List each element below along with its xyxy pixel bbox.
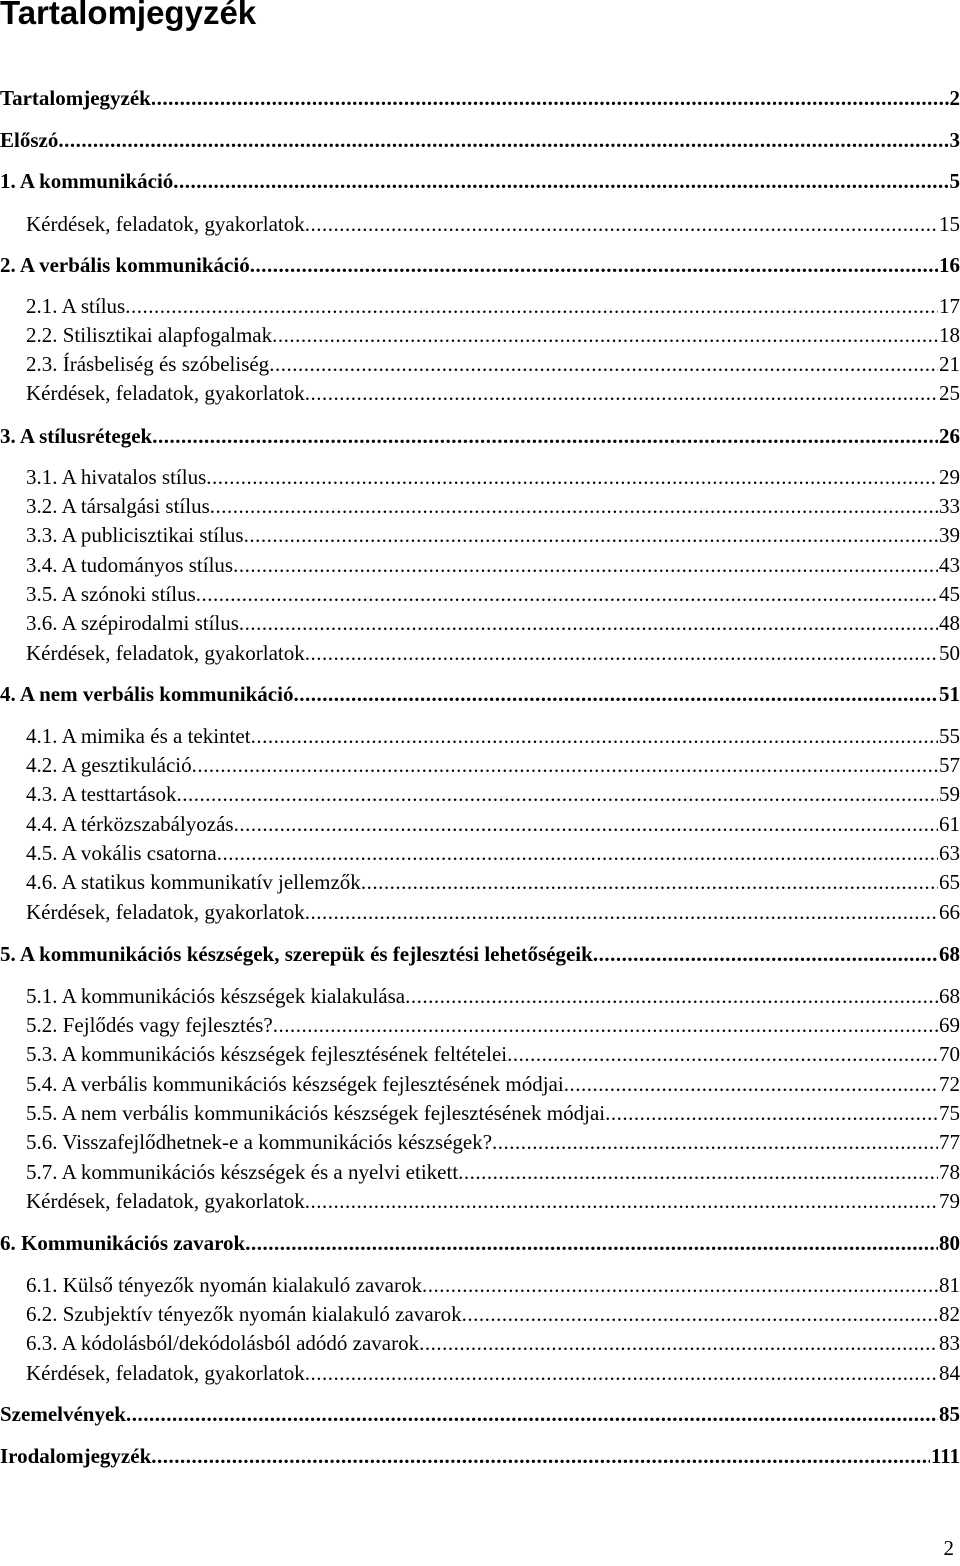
dot-leader xyxy=(250,252,938,278)
toc-entry-page: 84 xyxy=(939,1361,960,1385)
toc-entry-title: Szemelvények xyxy=(0,1402,126,1426)
toc-entry[interactable] xyxy=(26,464,960,490)
toc-entry-title: 5.5. A nem verbális kommunikációs készségek fejlesztésének módjai xyxy=(26,1101,606,1125)
toc-entry-page: 65 xyxy=(939,870,960,894)
toc-entry-page: 16 xyxy=(939,253,960,277)
toc-entry-title: 3.2. A társalgási stílus xyxy=(26,494,210,518)
dot-leader xyxy=(177,781,939,807)
dot-leader xyxy=(405,983,938,1009)
toc-entry-page: 29 xyxy=(939,465,960,489)
toc-entry-page: 50 xyxy=(939,641,960,665)
toc-entry-title: 5.1. A kommunikációs készségek kialakulása xyxy=(26,984,406,1008)
toc-entry-title: 3.6. A szépirodalmi stílus xyxy=(26,611,239,635)
toc-entry[interactable] xyxy=(26,493,960,519)
toc-entry-title: 3.5. A szónoki stílus xyxy=(26,582,196,606)
toc-entry-title: Kérdések, feladatok, gyakorlatok xyxy=(26,212,305,236)
toc-entry[interactable] xyxy=(0,681,960,707)
dot-leader xyxy=(458,1159,938,1185)
toc-entry[interactable] xyxy=(26,983,960,1009)
dot-leader xyxy=(244,522,938,548)
dot-leader xyxy=(305,211,938,237)
dot-leader xyxy=(125,293,938,319)
toc-entry[interactable] xyxy=(26,899,960,925)
toc-entry-page: 69 xyxy=(939,1013,960,1037)
toc-entry-title: Kérdések, feladatok, gyakorlatok xyxy=(26,381,305,405)
toc-entry-title: 6.1. Külső tényezők nyomán kialakuló zavarok xyxy=(26,1273,422,1297)
toc-entry-page: 15 xyxy=(939,212,960,236)
dot-leader xyxy=(151,85,949,111)
dot-leader xyxy=(269,351,938,377)
toc-entry[interactable] xyxy=(0,168,960,194)
toc-entry-title: 5.6. Visszafejlődhetnek-e a kommunikációs készségek? xyxy=(26,1130,493,1154)
toc-entry-page: 68 xyxy=(939,942,960,966)
toc-entry[interactable] xyxy=(0,423,960,449)
dot-leader xyxy=(293,681,938,707)
toc-entry-title: 2. A verbális kommunikáció xyxy=(0,253,250,277)
toc-entry[interactable] xyxy=(26,811,960,837)
dot-leader xyxy=(593,941,938,967)
toc-entry-page: 39 xyxy=(939,523,960,547)
toc-entry-title: 2.3. Írásbeliség és szóbeliség xyxy=(26,352,270,376)
toc-entry[interactable] xyxy=(26,1301,960,1327)
toc-entry-title: Kérdések, feladatok, gyakorlatok xyxy=(26,641,305,665)
toc-entry[interactable] xyxy=(26,322,960,348)
toc-entry-title: 5.4. A verbális kommunikációs készségek fejlesztésének módjai xyxy=(26,1072,564,1096)
toc-entry-title: Tartalomjegyzék xyxy=(0,86,151,110)
toc-entry[interactable] xyxy=(26,1360,960,1386)
dot-leader xyxy=(305,899,938,925)
toc-entry-page: 111 xyxy=(930,1444,960,1468)
dot-leader xyxy=(173,168,948,194)
toc-entry[interactable] xyxy=(26,869,960,895)
toc-entry[interactable] xyxy=(26,840,960,866)
toc-entry-page: 3 xyxy=(949,128,960,152)
toc-entry-page: 43 xyxy=(939,553,960,577)
toc-entry-page: 79 xyxy=(939,1189,960,1213)
toc-entry-title: 1. A kommunikáció xyxy=(0,169,174,193)
toc-entry-page: 33 xyxy=(939,494,960,518)
toc-entry[interactable] xyxy=(26,1012,960,1038)
dot-leader xyxy=(251,723,938,749)
toc-entry-title: 3.3. A publicisztikai stílus xyxy=(26,523,244,547)
toc-entry-page: 78 xyxy=(939,1160,960,1184)
toc-entry[interactable] xyxy=(26,640,960,666)
dot-leader xyxy=(492,1129,938,1155)
toc-entry[interactable] xyxy=(0,1230,960,1256)
dot-leader xyxy=(272,322,938,348)
toc-entry-page: 48 xyxy=(939,611,960,635)
toc-entry-page: 75 xyxy=(939,1101,960,1125)
toc-entry[interactable] xyxy=(26,1100,960,1126)
toc-entry-title: 4.1. A mimika és a tekintet xyxy=(26,724,251,748)
toc-entry[interactable] xyxy=(26,581,960,607)
toc-entry-page: 45 xyxy=(939,582,960,606)
toc-entry-title: Kérdések, feladatok, gyakorlatok xyxy=(26,1361,305,1385)
toc-entry-title: 4.3. A testtartások xyxy=(26,782,177,806)
toc-entry[interactable] xyxy=(26,752,960,778)
dot-leader xyxy=(507,1041,938,1067)
toc-entry-page: 81 xyxy=(939,1273,960,1297)
toc-entry-page: 55 xyxy=(939,724,960,748)
toc-entry[interactable] xyxy=(26,1272,960,1298)
toc-entry-title: 6. Kommunikációs zavarok xyxy=(0,1231,246,1255)
toc-entry[interactable] xyxy=(26,610,960,636)
toc-entry[interactable] xyxy=(26,1188,960,1214)
dot-leader xyxy=(419,1330,938,1356)
toc-entry-page: 21 xyxy=(939,352,960,376)
dot-leader xyxy=(462,1301,938,1327)
toc-entry-title: 6.2. Szubjektív tényezők nyomán kialakuló zavarok xyxy=(26,1302,462,1326)
toc-entry[interactable] xyxy=(0,252,960,278)
dot-leader xyxy=(239,610,938,636)
toc-entry[interactable] xyxy=(26,522,960,548)
page-title: Tartalomjegyzék xyxy=(0,0,257,31)
dot-leader xyxy=(564,1071,938,1097)
dot-leader xyxy=(151,1443,930,1469)
dot-leader xyxy=(305,640,938,666)
page-number: 2 xyxy=(943,1536,954,1560)
toc-entry-title: 4. A nem verbális kommunikáció xyxy=(0,682,294,706)
toc-entry-title: 2.2. Stilisztikai alapfogalmak xyxy=(26,323,273,347)
toc-entry-page: 59 xyxy=(939,782,960,806)
toc-entry[interactable] xyxy=(26,380,960,406)
dot-leader xyxy=(234,811,938,837)
toc-entry-page: 68 xyxy=(939,984,960,1008)
toc-entry-page: 80 xyxy=(939,1231,960,1255)
toc-entry-title: 3.1. A hivatalos stílus xyxy=(26,465,207,489)
toc-entry-page: 66 xyxy=(939,900,960,924)
toc-entry-title: 3.4. A tudományos stílus xyxy=(26,553,234,577)
toc-entry-page: 51 xyxy=(939,682,960,706)
toc-entry-page: 25 xyxy=(939,381,960,405)
toc-entry-title: Kérdések, feladatok, gyakorlatok xyxy=(26,900,305,924)
dot-leader xyxy=(206,464,938,490)
toc-entry-page: 77 xyxy=(939,1130,960,1154)
toc-entry-page: 82 xyxy=(939,1302,960,1326)
toc-entry-page: 83 xyxy=(939,1331,960,1355)
dot-leader xyxy=(152,423,938,449)
toc-entry-page: 57 xyxy=(939,753,960,777)
toc-entry-title: 5.7. A kommunikációs készségek és a nyelvi etikett xyxy=(26,1160,459,1184)
toc-entry-title: 5. A kommunikációs készségek, szerepük és fejlesztési lehetőségeik xyxy=(0,942,593,966)
toc-entry-title: 5.2. Fejlődés vagy fejlesztés? xyxy=(26,1013,273,1037)
toc-entry-page: 2 xyxy=(949,86,960,110)
toc-entry-title: 3. A stílusrétegek xyxy=(0,424,153,448)
dot-leader xyxy=(245,1230,938,1256)
toc-entry[interactable] xyxy=(0,1443,960,1469)
dot-leader xyxy=(361,869,938,895)
toc-entry[interactable] xyxy=(0,85,960,111)
dot-leader xyxy=(422,1272,938,1298)
toc-entry-page: 63 xyxy=(939,841,960,865)
dot-leader xyxy=(58,127,948,153)
dot-leader xyxy=(126,1401,938,1427)
toc-entry[interactable] xyxy=(26,1159,960,1185)
toc-entry-page: 5 xyxy=(949,169,960,193)
dot-leader xyxy=(305,1360,938,1386)
dot-leader xyxy=(233,552,938,578)
toc-entry-page: 18 xyxy=(939,323,960,347)
toc-entry[interactable] xyxy=(26,1071,960,1097)
toc-entry[interactable] xyxy=(26,211,960,237)
toc-entry[interactable] xyxy=(0,1401,960,1427)
toc-entry[interactable] xyxy=(26,781,960,807)
toc-entry-title: 4.6. A statikus kommunikatív jellemzők xyxy=(26,870,361,894)
toc-entry-title: Előszó xyxy=(0,128,59,152)
dot-leader xyxy=(210,493,938,519)
toc-entry[interactable] xyxy=(26,1330,960,1356)
toc-entry[interactable] xyxy=(26,1041,960,1067)
dot-leader xyxy=(605,1100,938,1126)
dot-leader xyxy=(273,1012,938,1038)
toc-entry[interactable] xyxy=(26,293,960,319)
dot-leader xyxy=(305,1188,938,1214)
toc-entry[interactable] xyxy=(26,723,960,749)
toc-entry-page: 72 xyxy=(939,1072,960,1096)
toc-entry[interactable] xyxy=(0,941,960,967)
toc-entry-title: 4.5. A vokális csatorna xyxy=(26,841,217,865)
toc-entry-title: 2.1. A stílus xyxy=(26,294,126,318)
toc-entry-page: 61 xyxy=(939,812,960,836)
dot-leader xyxy=(217,840,938,866)
toc-entry[interactable] xyxy=(0,127,960,153)
dot-leader xyxy=(305,380,938,406)
toc-entry-title: 5.3. A kommunikációs készségek fejlesztésének feltételei xyxy=(26,1042,508,1066)
toc-entry[interactable] xyxy=(26,351,960,377)
toc-entry-page: 85 xyxy=(939,1402,960,1426)
toc-entry-title: Irodalomjegyzék xyxy=(0,1444,152,1468)
toc-entry-title: Kérdések, feladatok, gyakorlatok xyxy=(26,1189,305,1213)
toc-entry-title: 4.2. A gesztikuláció xyxy=(26,753,192,777)
toc-entry[interactable] xyxy=(26,552,960,578)
dot-leader xyxy=(192,752,938,778)
toc-entry-title: 4.4. A térközszabályozás xyxy=(26,812,234,836)
toc-entry-page: 17 xyxy=(939,294,960,318)
toc-entry-title: 6.3. A kódolásból/dekódolásból adódó zavarok xyxy=(26,1331,420,1355)
toc-entry-page: 26 xyxy=(939,424,960,448)
dot-leader xyxy=(196,581,938,607)
toc-entry[interactable] xyxy=(26,1129,960,1155)
toc-entry-page: 70 xyxy=(939,1042,960,1066)
